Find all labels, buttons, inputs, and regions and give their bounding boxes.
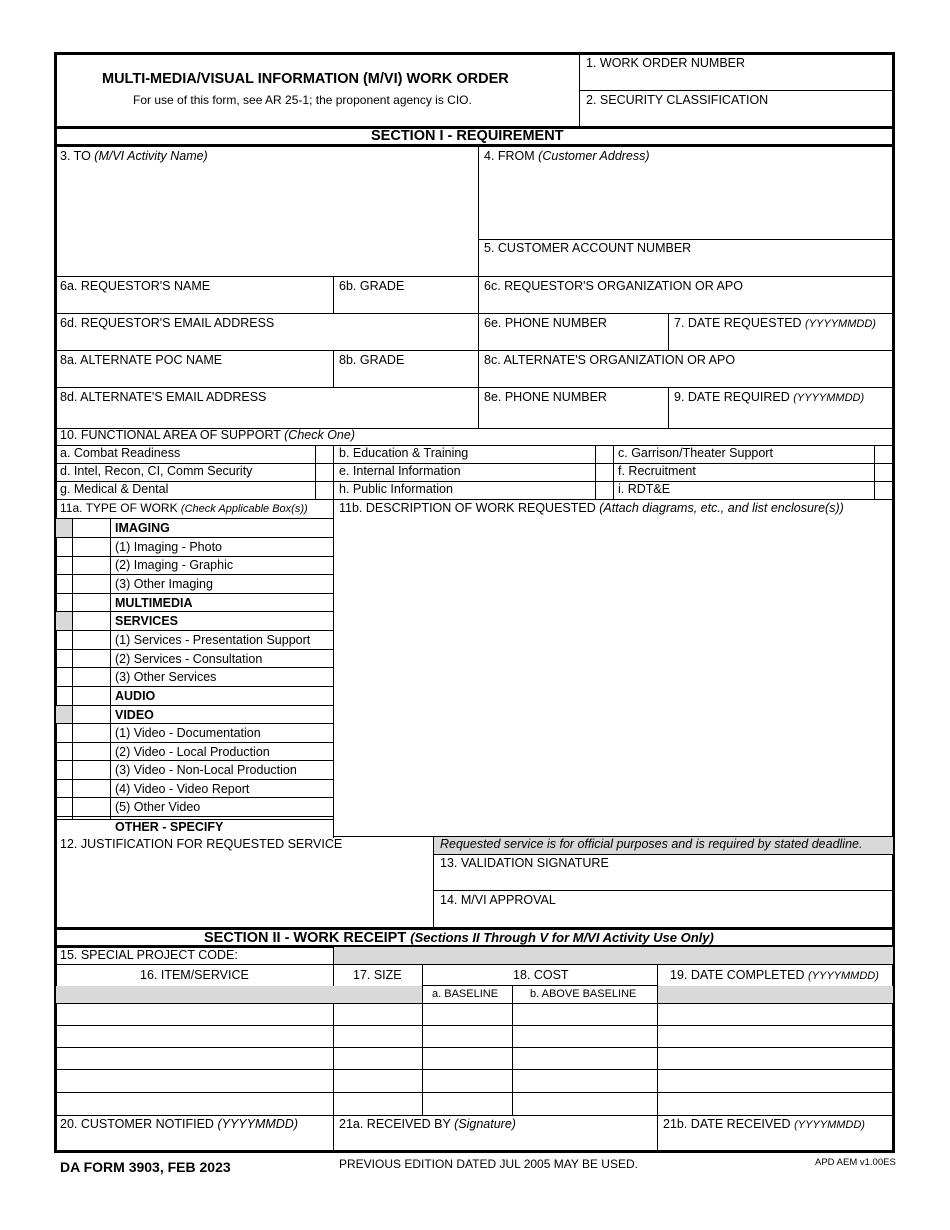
area-education-training-checkbox[interactable] <box>596 446 613 463</box>
work-multimedia: MULTIMEDIA <box>115 596 193 610</box>
item-service-field[interactable] <box>60 1095 328 1111</box>
work-row-rule <box>55 667 333 668</box>
work-row-rule <box>55 574 333 575</box>
work-services-consultation: (2) Services - Consultation <box>115 652 263 666</box>
form-number: DA FORM 3903, FEB 2023 <box>60 1159 231 1175</box>
size-field[interactable] <box>339 1028 417 1044</box>
multimedia-checkbox[interactable] <box>56 594 72 611</box>
area-rdte-checkbox[interactable] <box>875 482 893 499</box>
work-row-rule <box>55 593 333 594</box>
to-activity-field[interactable] <box>60 167 472 271</box>
received-by-field[interactable] <box>339 1134 653 1150</box>
customer-notified-field[interactable] <box>60 1134 328 1150</box>
area-recruitment: f. Recruitment <box>618 464 696 478</box>
alternate-email-field[interactable] <box>60 406 472 422</box>
form-title: MULTI-MEDIA/VISUAL INFORMATION (M/VI) WORK ORDER <box>102 71 509 87</box>
above-baseline-cost-field[interactable] <box>518 1095 652 1111</box>
work-row-rule <box>55 816 333 817</box>
area-intel-recon: d. Intel, Recon, CI, Comm Security <box>60 464 253 478</box>
functional-area-label: 10. FUNCTIONAL AREA OF SUPPORT (Check One) <box>60 428 355 442</box>
date-requested-field[interactable] <box>674 332 888 348</box>
security-classification-label: 2. SECURITY CLASSIFICATION <box>586 93 769 107</box>
item-service-field[interactable] <box>60 1028 328 1044</box>
video-documentation-checkbox[interactable] <box>56 724 72 741</box>
work-other-services: (3) Other Services <box>115 670 217 684</box>
work-row-rule <box>55 686 333 687</box>
work-services-header: SERVICES <box>115 614 178 628</box>
alternate-name-label: 8a. ALTERNATE POC NAME <box>60 353 223 367</box>
date-completed-field[interactable] <box>663 1028 889 1044</box>
work-other-video: (5) Other Video <box>115 800 201 814</box>
area-medical-dental-checkbox[interactable] <box>316 482 333 499</box>
baseline-cost-field[interactable] <box>428 1050 508 1066</box>
to-activity-label: 3. TO (M/VI Activity Name) <box>60 149 208 163</box>
size-field[interactable] <box>339 1072 417 1088</box>
work-imaging-header: IMAGING <box>115 521 170 535</box>
requestor-phone-label: 6e. PHONE NUMBER <box>484 316 607 330</box>
item-row-rule <box>55 1092 893 1093</box>
section1-title: SECTION I - REQUIREMENT <box>371 128 564 144</box>
video-local-checkbox[interactable] <box>56 743 72 760</box>
area-internal-information-checkbox[interactable] <box>596 464 613 481</box>
area-recruitment-checkbox[interactable] <box>875 464 893 481</box>
date-received-field[interactable] <box>663 1134 889 1150</box>
item-row-rule <box>55 1069 893 1070</box>
area-combat-readiness: a. Combat Readiness <box>60 446 181 460</box>
previous-edition-note: PREVIOUS EDITION DATED JUL 2005 MAY BE USED. <box>339 1157 638 1171</box>
work-other-imaging: (3) Other Imaging <box>115 577 213 591</box>
requestor-grade-label: 6b. GRADE <box>339 279 405 293</box>
work-imaging-photo: (1) Imaging - Photo <box>115 540 222 554</box>
work-imaging-graphic: (2) Imaging - Graphic <box>115 558 234 572</box>
alternate-grade-field[interactable] <box>339 369 473 385</box>
imaging-graphic-checkbox[interactable] <box>56 557 72 574</box>
work-video-documentation: (1) Video - Documentation <box>115 726 261 740</box>
above-baseline-cost-field[interactable] <box>518 1050 652 1066</box>
work-video-nonlocal: (3) Video - Non-Local Production <box>115 763 297 777</box>
video-nonlocal-checkbox[interactable] <box>56 761 72 778</box>
work-order-number-label: 1. WORK ORDER NUMBER <box>586 56 746 70</box>
date-completed-header: 19. DATE COMPLETED (YYYYMMDD) <box>670 968 879 982</box>
video-report-checkbox[interactable] <box>56 780 72 797</box>
alternate-phone-label: 8e. PHONE NUMBER <box>484 390 607 404</box>
date-completed-field[interactable] <box>663 1006 889 1022</box>
above-baseline-cost-field[interactable] <box>518 1072 652 1088</box>
area-education-training: b. Education & Training <box>339 446 469 460</box>
item-row-rule <box>55 1025 893 1026</box>
work-row-rule <box>55 705 333 706</box>
description-label: 11b. DESCRIPTION OF WORK REQUESTED (Attach diagrams, etc., and list enclosure(s)) <box>339 501 844 515</box>
item-row-rule <box>55 1047 893 1048</box>
area-internal-information: e. Internal Information <box>339 464 461 478</box>
area-public-information-checkbox[interactable] <box>596 482 613 499</box>
area-combat-readiness-checkbox[interactable] <box>316 446 333 463</box>
requestor-phone-field[interactable] <box>484 332 664 348</box>
date-received-label: 21b. DATE RECEIVED (YYYYMMDD) <box>663 1117 865 1131</box>
work-row-rule <box>55 630 333 631</box>
work-other-specify: OTHER - SPECIFY <box>115 820 224 834</box>
date-completed-field[interactable] <box>663 1050 889 1066</box>
date-completed-field[interactable] <box>663 1095 889 1111</box>
area-garrison-theater: c. Garrison/Theater Support <box>618 446 773 460</box>
audio-checkbox[interactable] <box>56 687 72 704</box>
validation-signature-label: 13. VALIDATION SIGNATURE <box>440 856 609 870</box>
date-requested-label: 7. DATE REQUESTED (YYYYMMDD) <box>674 316 876 330</box>
date-completed-field[interactable] <box>663 1072 889 1088</box>
alternate-org-label: 8c. ALTERNATE'S ORGANIZATION OR APO <box>484 353 736 367</box>
date-required-label: 9. DATE REQUIRED (YYYYMMDD) <box>674 390 865 404</box>
baseline-cost-field[interactable] <box>428 1028 508 1044</box>
requestor-name-label: 6a. REQUESTOR'S NAME <box>60 279 211 293</box>
requestor-email-field[interactable] <box>60 332 472 348</box>
form-subtitle: For use of this form, see AR 25-1; the proponent agency is CIO. <box>133 93 472 107</box>
area-rdte: i. RDT&E <box>618 482 671 496</box>
section2-title: SECTION II - WORK RECEIPT (Sections II Through V for M/VI Activity Use Only) <box>204 930 714 946</box>
requestor-org-field[interactable] <box>484 295 888 311</box>
other-video-checkbox[interactable] <box>56 798 72 815</box>
work-services-presentation: (1) Services - Presentation Support <box>115 633 311 647</box>
alternate-org-field[interactable] <box>484 369 888 385</box>
received-by-label: 21a. RECEIVED BY (Signature) <box>339 1117 516 1131</box>
baseline-cost-field[interactable] <box>428 1095 508 1111</box>
description-field[interactable] <box>339 520 889 832</box>
type-of-work-label: 11a. TYPE OF WORK (Check Applicable Box(s)) <box>60 501 308 515</box>
work-order-number-field[interactable] <box>586 72 886 88</box>
work-row-rule <box>55 611 333 612</box>
special-project-code-label: 15. SPECIAL PROJECT CODE: <box>60 948 238 962</box>
work-video-local: (2) Video - Local Production <box>115 745 270 759</box>
size-field[interactable] <box>339 1006 417 1022</box>
size-field[interactable] <box>339 1050 417 1066</box>
other-imaging-checkbox[interactable] <box>56 575 72 592</box>
customer-account-label: 5. CUSTOMER ACCOUNT NUMBER <box>484 241 692 255</box>
above-baseline-cost-field[interactable] <box>518 1028 652 1044</box>
customer-account-field[interactable] <box>484 258 888 274</box>
above-baseline-header: b. ABOVE BASELINE <box>530 988 637 1000</box>
alternate-phone-field[interactable] <box>484 406 664 422</box>
alternate-email-label: 8d. ALTERNATE'S EMAIL ADDRESS <box>60 390 267 404</box>
requestor-grade-field[interactable] <box>339 295 473 311</box>
item-service-field[interactable] <box>60 1006 328 1022</box>
work-row-rule <box>55 537 333 538</box>
requestor-org-label: 6c. REQUESTOR'S ORGANIZATION OR APO <box>484 279 743 293</box>
work-row-rule <box>55 742 333 743</box>
baseline-cost-field[interactable] <box>428 1072 508 1088</box>
area-intel-recon-checkbox[interactable] <box>316 464 333 481</box>
area-garrison-theater-checkbox[interactable] <box>875 446 893 463</box>
other-services-checkbox[interactable] <box>56 668 72 685</box>
justification-label: 12. JUSTIFICATION FOR REQUESTED SERVICE <box>60 837 343 851</box>
work-row-rule <box>55 779 333 780</box>
services-presentation-checkbox[interactable] <box>56 631 72 648</box>
date-required-field[interactable] <box>674 406 888 422</box>
work-video-report: (4) Video - Video Report <box>115 782 250 796</box>
security-classification-field[interactable] <box>586 109 886 123</box>
item-service-field[interactable] <box>60 1072 328 1088</box>
version-label: APD AEM v1.00ES <box>815 1157 896 1168</box>
size-field[interactable] <box>339 1095 417 1111</box>
official-purposes-note: Requested service is for official purposes and is required by stated deadline. <box>440 837 863 851</box>
justification-field[interactable] <box>60 854 428 924</box>
from-address-field[interactable] <box>484 167 888 237</box>
work-row-rule <box>55 760 333 761</box>
area-medical-dental: g. Medical & Dental <box>60 482 169 496</box>
alternate-name-field[interactable] <box>60 369 328 385</box>
requestor-email-label: 6d. REQUESTOR'S EMAIL ADDRESS <box>60 316 275 330</box>
work-row-rule <box>55 556 333 557</box>
work-video-header: VIDEO <box>115 708 154 722</box>
imaging-photo-checkbox[interactable] <box>56 538 72 555</box>
item-service-field[interactable] <box>60 1050 328 1066</box>
alternate-grade-label: 8b. GRADE <box>339 353 405 367</box>
requestor-name-field[interactable] <box>60 295 328 311</box>
item-service-header: 16. ITEM/SERVICE <box>140 968 249 982</box>
mvi-approval-label: 14. M/VI APPROVAL <box>440 893 556 907</box>
size-header: 17. SIZE <box>353 968 402 982</box>
cost-header: 18. COST <box>513 968 569 982</box>
above-baseline-cost-field[interactable] <box>518 1006 652 1022</box>
work-row-rule <box>55 723 333 724</box>
baseline-cost-field[interactable] <box>428 1006 508 1022</box>
work-row-rule <box>55 649 333 650</box>
baseline-header: a. BASELINE <box>432 988 499 1000</box>
work-row-rule <box>55 797 333 798</box>
work-audio: AUDIO <box>115 689 156 703</box>
from-address-label: 4. FROM (Customer Address) <box>484 149 650 163</box>
area-public-information: h. Public Information <box>339 482 453 496</box>
services-consultation-checkbox[interactable] <box>56 650 72 667</box>
customer-notified-label: 20. CUSTOMER NOTIFIED (YYYYMMDD) <box>60 1117 298 1131</box>
